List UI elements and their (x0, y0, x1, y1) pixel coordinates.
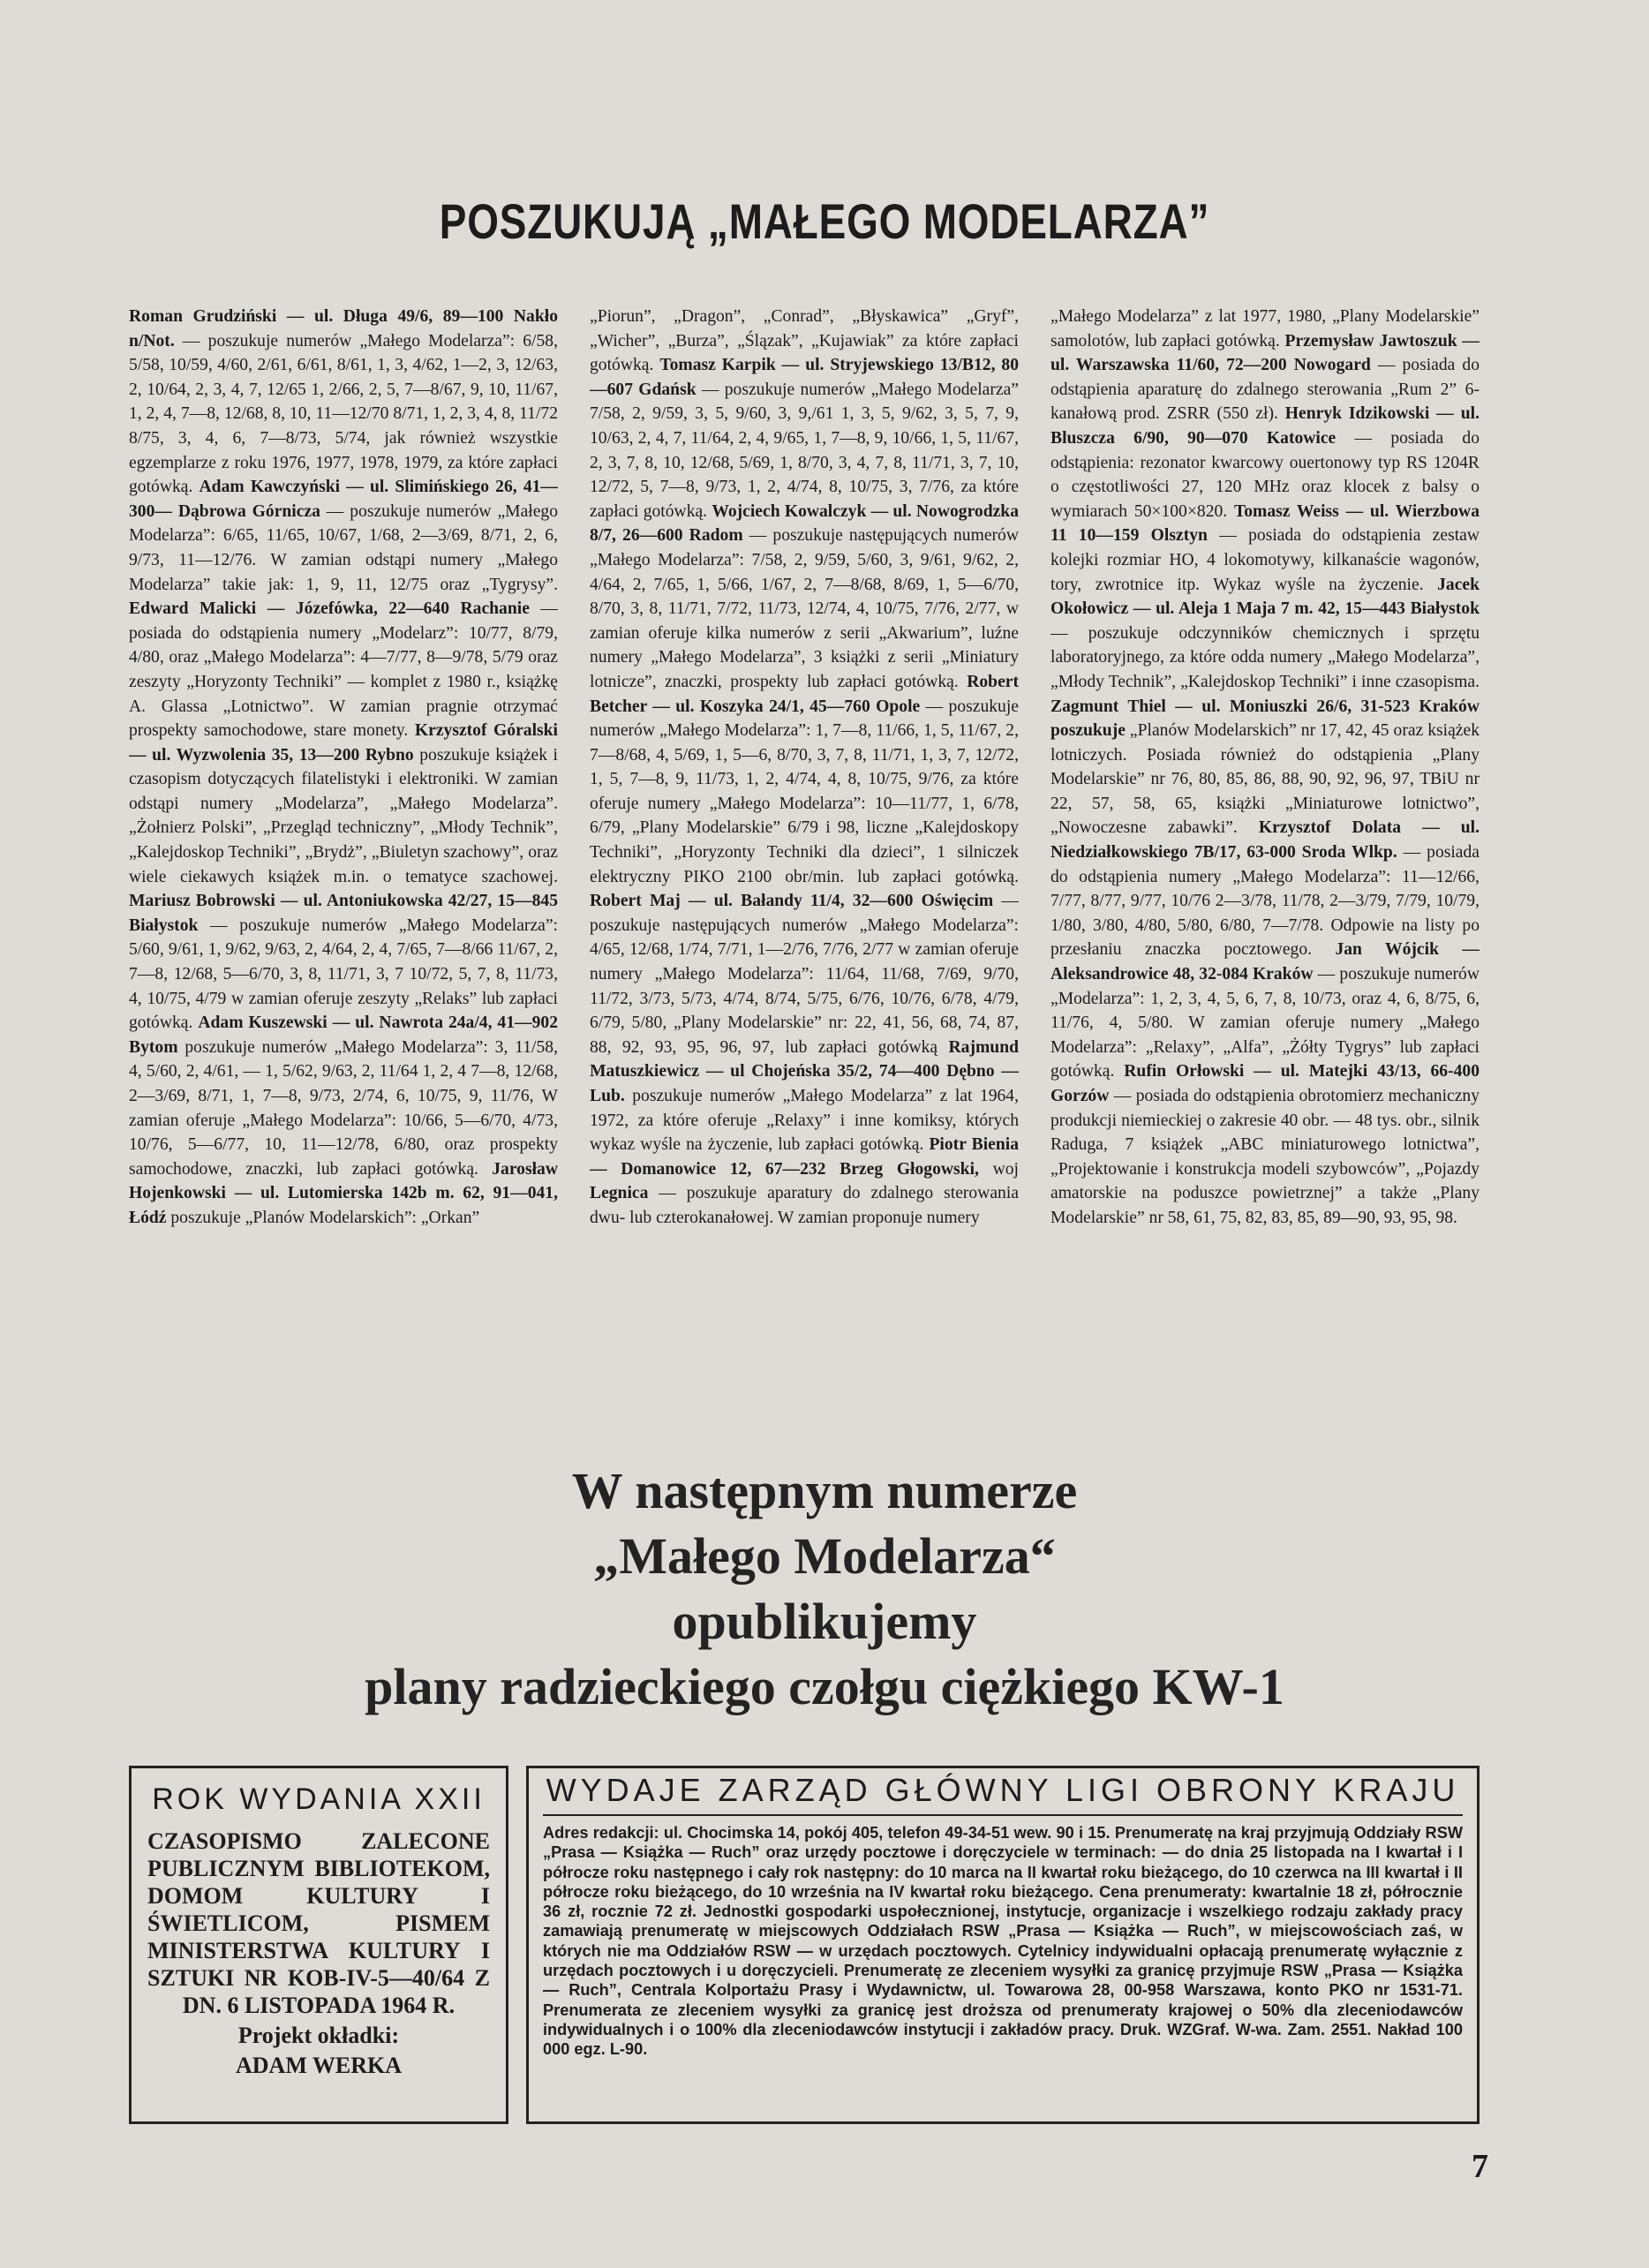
cover-design-author: ADAM WERKA (235, 2053, 403, 2078)
listing-text: „Małego Modelarza” z lat 1977, 1980, „Plany Modelarskie” samolotów, lub zapłaci gotówką. (1050, 307, 1480, 350)
subscription-info: Adres redakcji: ul. Chocimska 14, pokój 405, telefon 49-34-51 wew. 90 i 15. Prenumeratę na kraj przyjmują Oddziały RSW „Prasa — Książka — Ruch” oraz urzędy pocztowe i doręczyciele w terminach: — do dnia 25 listopada na I kwartał i I półrocze roku następnego i cały rok następny: do 10 marca na II kwartał roku bieżącego, do 10 czerwca na III kwartał i II półrocze roku bieżącego, do 10 września na IV kwartał roku bieżącego. Cena prenumeraty: kwartalnie 18 zł, półrocznie 36 zł, rocznie 72 zł. Jednostki gospodarki uspołecznionej, instytucje, organizacje i wszelkiego rodzaju zakłady pracy zamawiają prenumeratę w miejscowych Oddziałach RSW „Prasa — Książka — Ruch”, w miejscowościach zaś, w których nie ma Oddziałów RSW — w urzędach pocztowych. Cytelnicy indywidualni opłacają prenumeratę wyłącznie z urzędach pocztowych i u doręczycieli. Prenumeratę ze zleceniem wysyłki za granicę przyjmuje RSW „Prasa — Książka — Ruch”, Centrala Kolportażu Prasy i Wydawnictw, ul. Towarowa 28, 00-958 Warszawa, konto PKO nr 1531-71. Prenumerata ze zleceniem wysyłki za granicę jest droższa od prenumeraty krajowej o 50% dla zleceniodawców indywidualnych i o 100% dla zleceniodawców instytucji i zakładów pracy. Druk. WZGraf. W-wa. Zam. 2551. Nakład 100 000 egz. L-90. (543, 1824, 1463, 2059)
listing-name-address: Edward Malicki — Józefówka, 22—640 Rachanie (129, 599, 530, 619)
listing-text: — posiada do odstąpienia numery „Małego Modelarza”: 11—12/66, 7/77, 8/77, 9/77, 10/76 2—3/78, 11/78, 2—3/79, 7/79, 10/79, 1/80, 3/80, 4/80, 5/80, 6/80, 7—7/78. Odpowie na listy po przesłaniu znaczka pocztowego. (1050, 843, 1480, 960)
publisher-name: WYDAJE ZARZĄD GŁÓWNY LIGI OBRONY KRAJU (543, 1772, 1463, 1816)
listing-name-address: Tomasz Karpik — ul. Stryjewskiego 13/B12, 80—607 Gdańsk (590, 356, 1019, 399)
listing-name-address: Krzysztof Dolata — ul. Niedziałkowskiego 7B/17, 63-000 Sroda Wlkp. (1050, 818, 1480, 863)
listing-name-address: Wojciech Kowalczyk — ul. Nowogrodzka 8/7, 26—600 Radom (590, 501, 1019, 546)
listing-text: „Planów Modelarskich” nr 17, 42, 45 oraz książek lotniczych. Posiada również do odstąpienia „Plany Modelarskie” nr 76, 80, 85, 86, 88, 90, 92, 96, 97, TBiU nr 22, 57, 58, 65, książki „Miniaturowe lotnictwo”, „Nowoczesne zabawki”. (1050, 721, 1480, 838)
imprint-section (129, 1766, 1480, 2124)
listing-name-address: Krzysztof Góralski — ul. Wyzwolenia 35, 13—200 Rybno (129, 721, 558, 765)
listing-text: — poszukuje numerów „Małego Modelarza”: 6/58, 5/58, 10/59, 4/60, 2/61, 6/61, 8/61, 1, 3, 4/62, 1—2, 3, 12/63, 2, 10/64, 2, 3, 4, 7, 12/65 1, 2/66, 2, 5, 7—8/67, 9, 10, 11/67, 1, 2, 4, 7—8, 12/68, 8, 10, 11—12/70 8/71, 1, 2, 3, 4, 8, 11/72 8/75, 3, 4, 6, 7—8/73, 5/74, jak również wszystkie egzemplarze z roku 1976, 1977, 1978, 1979, za które zapłaci gotówką. (129, 331, 558, 497)
listing-text: — posiada do odstąpienia zestaw kolejki rozmiar HO, 4 lokomotywy, kilkanaście wagonów, tory, zwrotnice itp. Wykaz wyśle na życzenie. (1050, 526, 1480, 594)
column-text (129, 305, 558, 1231)
listing-name-address: Tomasz Weiss — ul. Wierzbowa 11 10—159 Olsztyn (1050, 501, 1480, 546)
listing-name-address: Robert Maj — ul. Bałandy 11/4, 32—600 Oświęcim (590, 892, 994, 911)
listing-text: poszukuje „Planów Modelarskich”: „Orkan” (166, 1208, 480, 1227)
listing-text: — posiada do odstąpienia obrotomierz mechaniczny produkcji niemieckiej o zakresie 40 obr. — 48 tys. obr., silnik Raduga, 7 książek „ABC miniaturowego lotnictwa”, „Projektowanie i konstrukcja modeli szybowców”, „Pojazdy amatorskie na poduszce powietrznej” a także „Plany Modelarskie” nr 58, 61, 75, 82, 83, 85, 89—90, 93, 95, 98. (1050, 1087, 1480, 1227)
column-text (590, 305, 1019, 1231)
next-issue-announcement (0, 1458, 1649, 1720)
listing-column-2 (590, 305, 1019, 1399)
listing-text: — posiada do odstąpienia numery „Modelarz”: 10/77, 8/79, 4/80, oraz „Małego Modelarza”: 4—7/77, 8—9/78, 5/79 oraz zeszyty „Horyzonty Techniki” — komplet z 1980 r., książkę A. Glassa „Lotnictwo”. W zamian pragnie otrzymać prospekty samochodowe, stare monety. (129, 599, 558, 741)
listing-text: — poszukuje następujących numerów „Małego Modelarza”: 4/65, 12/68, 1/74, 7/71, 1—2/76, 7/76, 2/77 w zamian oferuje numery „Małego Modelarza”: 11/64, 11/68, 7/69, 9/70, 11/72, 3/73, 5/73, 4/74, 8/74, 5/75, 6/76, 10/76, 6/78, 4/79, 6/79, 5/80, „Plany Modelarskie” nr: 22, 41, 56, 68, 74, 87, 88, 92, 93, 95, 96, 97, lub zapłaci gotówką (590, 892, 1019, 1057)
column-text (1050, 305, 1480, 1231)
listing-text: — poszukuje numerów „Małego Modelarza”: 1, 7—8, 11/66, 1, 5, 11/67, 2, 7—8/68, 4, 5/69, 1, 5—6, 8/70, 3, 7, 8, 11/71, 1, 3, 7, 12/72, 1, 5, 7—8, 9, 11/73, 1, 2, 4/74, 4, 8, 10/75, 9/76, za które oferuje numery „Małego Modelarza”: 10—11/77, 1, 6/78, 6/79, „Plany Modelarskie” 6/79 i 98, liczne „Kalejdoskopy Techniki”, „Horyzonty Techniki dla dzieci”, 1 silniczek elektryczny PIKO 2100 obr/min. lub zapłaci gotówką. (590, 697, 1019, 886)
exchange-listings (129, 305, 1480, 1399)
page-number: 7 (1472, 2148, 1488, 2185)
listing-name-address: Adam Kuszewski — ul. Nawrota 24a/4, 41—902 Bytom (129, 1013, 558, 1057)
listing-name-address: Robert Betcher — ul. Koszyka 24/1, 45—760 Opole (590, 672, 1019, 716)
listing-text: poszukuje numerów „Małego Modelarza” z lat 1964, 1972, za które oferuje „Relaxy” i inne komiksy, których wykaz wyśle na życzenie, lub zapłaci gotówką. (590, 1087, 1019, 1155)
listing-text: „Piorun”, „Dragon”, „Conrad”, „Błyskawica” „Gryf”, „Wicher”, „Burza”, „Ślązak”, „Kujawiak” za które zapłaci gotówką. (590, 307, 1019, 375)
publisher-box (526, 1766, 1480, 2124)
announcement-line: „Małego Modelarza“ (593, 1527, 1056, 1585)
listing-text: woj (978, 1159, 1019, 1179)
listing-text: — poszukuje aparatury do zdalnego sterowania dwu- lub czterokanałowej. W zamian proponuje numery (590, 1184, 1019, 1227)
listing-name-address: Legnica (590, 1184, 649, 1203)
announcement-line: plany radzieckiego czołgu ciężkiego KW-1 (365, 1658, 1284, 1715)
page-title: POSZUKUJĄ „MAŁEGO MODELARZA” (439, 193, 1210, 249)
listing-name-address: Rufin Orłowski — ul. Matejki 43/13, 66-400 Gorzów (1050, 1062, 1480, 1105)
listing-name-address: Zagmunt Thiel — ul. Moniuszki 26/6, 31-523 Kraków poszukuje (1050, 697, 1480, 741)
listing-text: — poszukuje odczynników chemicznych i sprzętu laboratoryjnego, za które odda numery „Małego Modelarza”, „Młody Technik”, „Kalejdoskop Techniki” i inne czasopisma. (1050, 623, 1480, 691)
listing-name-address: Jan Wójcik — Aleksandrowice 48, 32-084 Kraków (1050, 940, 1480, 984)
listing-column-1 (129, 305, 558, 1399)
edition-box (129, 1766, 508, 2124)
listing-name-address: Jacek Okołowicz — ul. Aleja 1 Maja 7 m. 42, 15—443 Białystok (1050, 575, 1480, 619)
listing-name-address: Mariusz Bobrowski — ul. Antoniukowska 42/27, 15—845 Białystok (129, 892, 558, 935)
listing-text: poszukuje książek i czasopism dotyczących filatelistyki i elektroniki. W zamian odstąpi numery „Modelarza”, „Małego Modelarza”. „Żołnierz Polski”, „Przegląd techniczny”, „Młody Technik”, „Kalejdoskop Techniki”, „Brydż”, „Biuletyn szachowy”, oraz wiele ciekawych książek m.in. o tematyce szachowej. (129, 745, 558, 886)
ministry-recommendation: CZASOPISMO ZALECONE PUBLICZNYM BIBLIOTEKOM, DOMOM KULTURY I ŚWIETLICOM, PISMEM MINISTERSTWA KULTURY I SZTUKI NR KOB-IV-5—40/64 Z DN. 6 LISTOPADA 1964 R. (147, 1828, 490, 2018)
listing-text: — poszukuje numerów „Modelarza”: 1, 2, 3, 4, 5, 6, 7, 8, 10/73, oraz 4, 6, 8/75, 6, 11/76, 4, 5/80. W zamian oferuje numery „Małego Modelarza”: „Relaxy”, „Alfa”, „Żółty Tygrys” lub zapłaci gotówką. (1050, 965, 1480, 1081)
listing-name-address: Przemysław Jawtoszuk — ul. Warszawska 11/60, 72—200 Nowogard (1050, 331, 1480, 375)
listing-name-address: Henryk Idzikowski — ul. Bluszcza 6/90, 90—070 Katowice (1050, 404, 1480, 448)
announcement-line: W następnym numerze (571, 1462, 1078, 1519)
listing-name-address: Roman Grudziński — ul. Długa 49/6, 89—100 Nakło n/Not. (129, 307, 558, 350)
listing-name-address: Rajmund Matuszkiewicz — ul Chojeńska 35/2, 74—400 Dębno — Lub. (590, 1037, 1019, 1105)
listing-name-address: Piotr Bienia — Domanowice 12, 67—232 Brzeg Głogowski, (590, 1135, 1019, 1179)
listing-text: — posiada do odstąpienia aparaturę do zdalnego sterowania „Rum 2” 6-kanałową prod. ZSRR (550 zł). (1050, 356, 1480, 424)
listing-text: — poszukuje numerów „Małego Modelarza”: 5/60, 9/61, 1, 9/62, 9/63, 2, 4/64, 2, 4, 7/65, 7—8/66 11/67, 2, 7—8, 12/68, 5—6/70, 3, 8, 11/71, 3, 7 10/72, 5, 7, 8, 11/73, 4, 10/75, 4/79 w zamian oferuje zeszyty „Relaks” lub zapłaci gotówką. (129, 915, 558, 1033)
listing-text: — posiada do odstąpienia: rezonator kwarcowy ouertonowy typ RS 1204R o częstotliwości 27, 120 MHz oraz klocek z balsy o wymiarach 50×100×820. (1050, 428, 1480, 521)
listing-name-address: Jarosław Hojenkowski — ul. Lutomierska 142b m. 62, 91—041, Łódź (129, 1159, 558, 1227)
listing-text: poszukuje numerów „Małego Modelarza”: 3, 11/58, 4, 5/60, 2, 4/61, — 1, 5/62, 9/63, 2, 11/64 1, 2, 4 7—8, 12/68, 2—3/69, 8/71, 1, 7—8, 9/73, 2/74, 6, 10/75, 9, 11/76, W zamian oferuje „Małego Modelarza”: 10/66, 5—6/70, 4/73, 10/76, 5—6/77, 10, 11—12/78, 6/80, oraz prospekty samochodowe, znaczki, lub zapłaci gotówką. (129, 1037, 558, 1179)
announcement-line: opublikujemy (672, 1593, 977, 1650)
listing-text: — poszukuje numerów „Małego Modelarza” 7/58, 2, 9/59, 3, 5, 9/60, 3, 9,/61 1, 3, 5, 9/62, 3, 5, 7, 9, 10/63, 2, 4, 7, 11/64, 2, 4, 9/65, 1, 7—8, 9, 10/66, 1, 5, 11/67, 2, 3, 7, 8, 10, 12/68, 5/69, 1, 8/70, 3, 4, 7, 8, 11/71, 3, 7, 10, 12/72, 5, 7—8, 9/73, 1, 2, 4/74, 8, 10/75, 3, 7/76, za które zapłaci gotówką. (590, 380, 1019, 521)
listing-column-3 (1050, 305, 1480, 1399)
edition-year: ROK WYDANIA XXII (152, 1782, 486, 1816)
listing-text: — poszukuje następujących numerów „Małego Modelarza”: 7/58, 2, 9/59, 5/60, 3, 9/61, 9/62, 2, 4/64, 2, 7/65, 1, 5/66, 1/67, 2, 7—8/68, 8/69, 1, 5—6/70, 8/70, 3, 8, 11/71, 7/72, 11/73, 12/74, 4, 10/75, 7/76, 2/77, w zamian oferuje kilka numerów z serii „Akwarium”, luźne numery „Małego Modelarza”, 3 książki z serii „Miniatury lotnicze”, znaczki, prospekty lub zapłaci gotówką. (590, 526, 1019, 691)
listing-name-address: Adam Kawczyński — ul. Slimińskiego 26, 41—300— Dąbrowa Górnicza (129, 478, 558, 521)
cover-design-label: Projekt okładki: (237, 2023, 400, 2048)
listing-text: — poszukuje numerów „Małego Modelarza”: 6/65, 11/65, 10/67, 1/68, 2—3/69, 8/71, 2, 6, 9/73, 11—12/76. W zamian odstąpi numery „Małego Modelarza” takie jak: 1, 9, 11, 12/75 oraz „Tygrysy”. (129, 501, 558, 594)
